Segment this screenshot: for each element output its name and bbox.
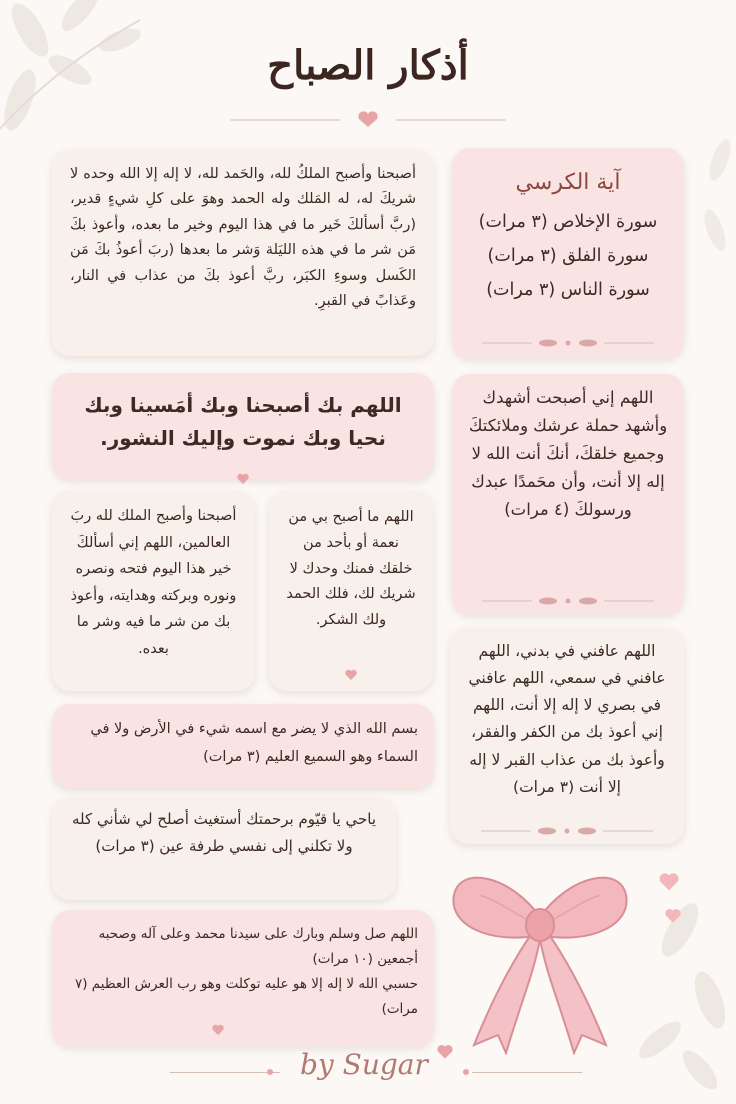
heart-icon bbox=[345, 669, 357, 681]
dhikr-text: أصبحنا وأصبح الملكُ لله، والحَمد لله، لا إله إلا الله وحده لا شريكَ له، له المَلك وله الحمد وهوَ على كلِ شيءٍ قدير، (ربَّ أسألكَ خَير ما في هذا اليوم وخير ما بعده، وأعوذ بكَ مَن شر ما في هذه الليَلة وَشر ما بعدها (ربَ أعوذُ بكَ مَن الكَسل وسوءِ الكبَر، ربَّ أعوذ بكَ من عذاب في النار، وعَذابً في القبرِ. bbox=[70, 166, 416, 309]
surah-line: سورة الإخلاص (٣ مرات) bbox=[478, 211, 658, 232]
dot-icon bbox=[462, 1068, 470, 1076]
page-title: أذكار الصباح bbox=[267, 42, 469, 89]
dhikr-card-nimah bbox=[269, 491, 433, 691]
heart-icon bbox=[358, 111, 377, 127]
dhikr-text: بسم الله الذي لا يضر مع اسمه شيء في الأرض ولا في السماء وهو السميع العليم (٣ مرات) bbox=[90, 721, 418, 765]
dhikr-text: حسبي الله لا إله إلا هو عليه توكلت وهو رب العرش العظيم (٧ مرات) bbox=[74, 975, 418, 1017]
dhikr-card-salawat bbox=[52, 910, 434, 1046]
heart-icon bbox=[237, 473, 249, 485]
dhikr-card-allahumma-bika bbox=[52, 373, 434, 479]
dhikr-text: اللهم بك أصبحنا وبك أمَسينا وبك نحيا وبك نموت وإليك النشور. bbox=[84, 393, 402, 450]
leaf-decoration-bottom-right-icon bbox=[560, 870, 736, 1100]
dhikr-text: اللهم إني أصبحت أشهدك وأشهد حملة عرشك وملائكتكَ وجميع خلقكَ، أنكَ أنت الله لا إله إلا أنت، وأن محَمدًا عبدك ورسولكَ (٤ مرات) bbox=[468, 388, 668, 520]
dhikr-card-surahs bbox=[452, 148, 684, 358]
surah-line: سورة الناس (٣ مرات) bbox=[486, 280, 650, 301]
dhikr-card-bismillah bbox=[52, 704, 434, 788]
bottom-divider-right bbox=[472, 1072, 582, 1073]
dhikr-card-afini bbox=[450, 628, 684, 844]
heart-icon bbox=[436, 1044, 454, 1060]
dhikr-card-asbahna bbox=[52, 150, 434, 356]
ribbon-bow-icon bbox=[440, 855, 640, 1055]
heart-icon bbox=[664, 908, 682, 924]
surah-line: سورة الفلق (٣ مرات) bbox=[487, 245, 649, 266]
bottom-divider-left bbox=[170, 1072, 280, 1073]
dhikr-text: اللهم ما أصبح بي من نعمة أو بأحد من خلقك فمنك وحدك لا شريك لك، فلك الحمد ولك الشكر. bbox=[286, 509, 416, 629]
card-heading: آية الكرسي bbox=[515, 170, 621, 195]
dhikr-text: اللهم صل وسلم وبارك على سيدنا محمد وعلى آله وصحبه أجمعين (١٠ مرات) bbox=[98, 926, 418, 967]
dhikr-card-ashhaduka bbox=[452, 374, 684, 614]
heart-icon bbox=[212, 1024, 224, 1036]
leaf-divider-icon bbox=[482, 594, 654, 608]
leaf-divider-icon bbox=[481, 824, 653, 838]
heart-icon bbox=[658, 872, 680, 892]
dhikr-card-asbahna-rabb bbox=[52, 491, 255, 691]
dhikr-text: أصبحنا وأصبح الملك لله ربَ العالمين، اللهم إني أسألكَ خير هذا اليوم فتحه ونصره ونوره وبركته وهدايته، وأعوذ بك من شر ما فيه وشر ما بعده. bbox=[70, 508, 237, 657]
dhikr-text: ياحي يا قيّوم برحمتك أستغيث أصلح لي شأني كله ولا تكلني إلى نفسي طرفة عين (٣ مرات) bbox=[71, 810, 377, 855]
dhikr-card-ya-hayy bbox=[52, 798, 396, 900]
leaf-divider-icon bbox=[482, 336, 654, 350]
leaf-decoration-right-icon bbox=[690, 120, 736, 320]
title-divider bbox=[230, 110, 506, 130]
signature: by Sugar bbox=[300, 1048, 428, 1081]
dhikr-text: اللهم عافني في بدني، اللهم عافني في سمعي، اللهم عافني في بصري لا إله إلا أنت، اللهم إني أعوذ بك من الكفر والفقر، وأعوذ بك من عذاب القبر لا إله إلا أنت (٣ مرات) bbox=[468, 642, 666, 796]
